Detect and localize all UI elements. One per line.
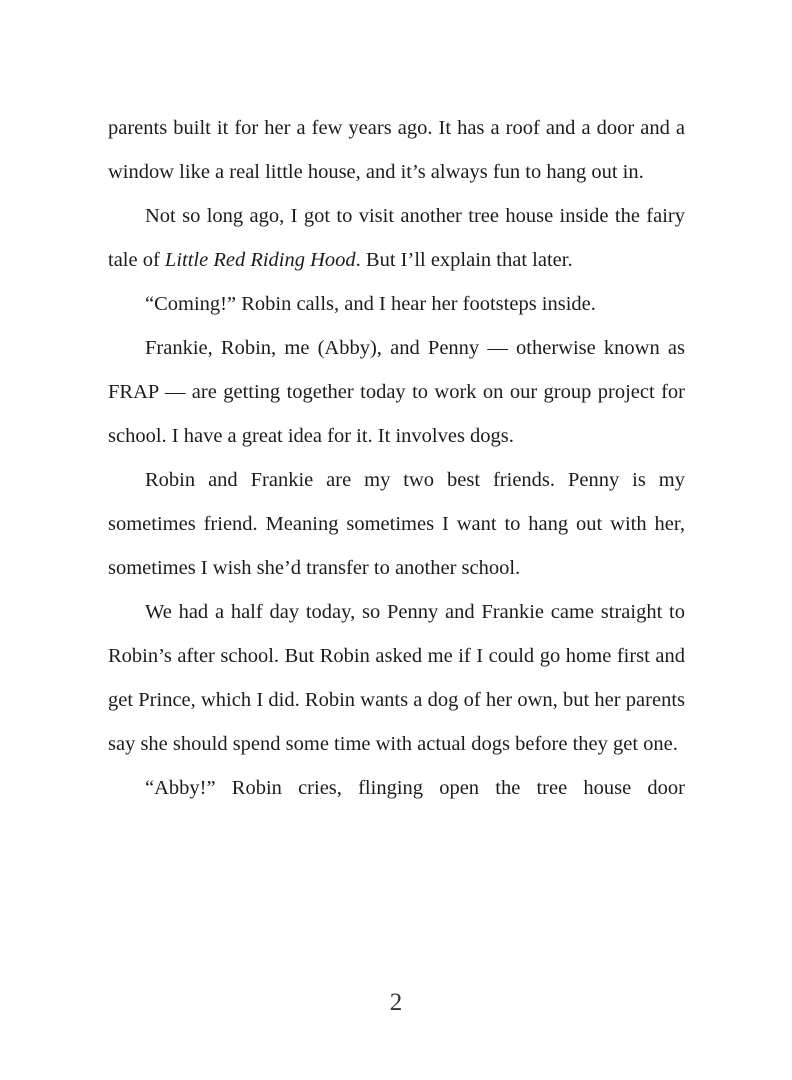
paragraph-2-after: . But I’ll explain that later. <box>355 249 573 271</box>
paragraph-7: “Abby!” Robin cries, flinging open the tree house door <box>145 777 685 799</box>
paragraph-3: “Coming!” Robin calls, and I hear her footsteps inside. <box>145 293 596 315</box>
paragraph-6: We had a half day today, so Penny and Frankie came straight to Robin’s after school. But Robin asked me if I could go home first and get Prince, which I did. Robin wants a dog of her own, but her parents say she should spend some time with actual dogs before they get one. <box>108 601 685 755</box>
paragraph-1: parents built it for her a few years ago. It has a roof and a door and a window like a real little house, and it’s always fun to hang out in. <box>108 117 685 183</box>
book-title-little-red-riding-hood: Little Red Riding Hood <box>164 249 356 271</box>
page-number: 2 <box>389 989 403 1016</box>
body-text <box>108 106 685 810</box>
paragraph-5: Robin and Frankie are my two best friends. Penny is my sometimes friend. Meaning sometimes I want to hang out with her, sometimes I wish she’d transfer to another school. <box>108 469 685 579</box>
paragraph-2-before: Not so long ago, I got to visit another tree house inside the fairy tale of <box>108 205 685 271</box>
paragraph-2 <box>108 194 685 282</box>
paragraph-4: Frankie, Robin, me (Abby), and Penny — otherwise known as FRAP — are getting together today to work on our group project for school. I have a great idea for it. It involves dogs. <box>108 337 685 447</box>
